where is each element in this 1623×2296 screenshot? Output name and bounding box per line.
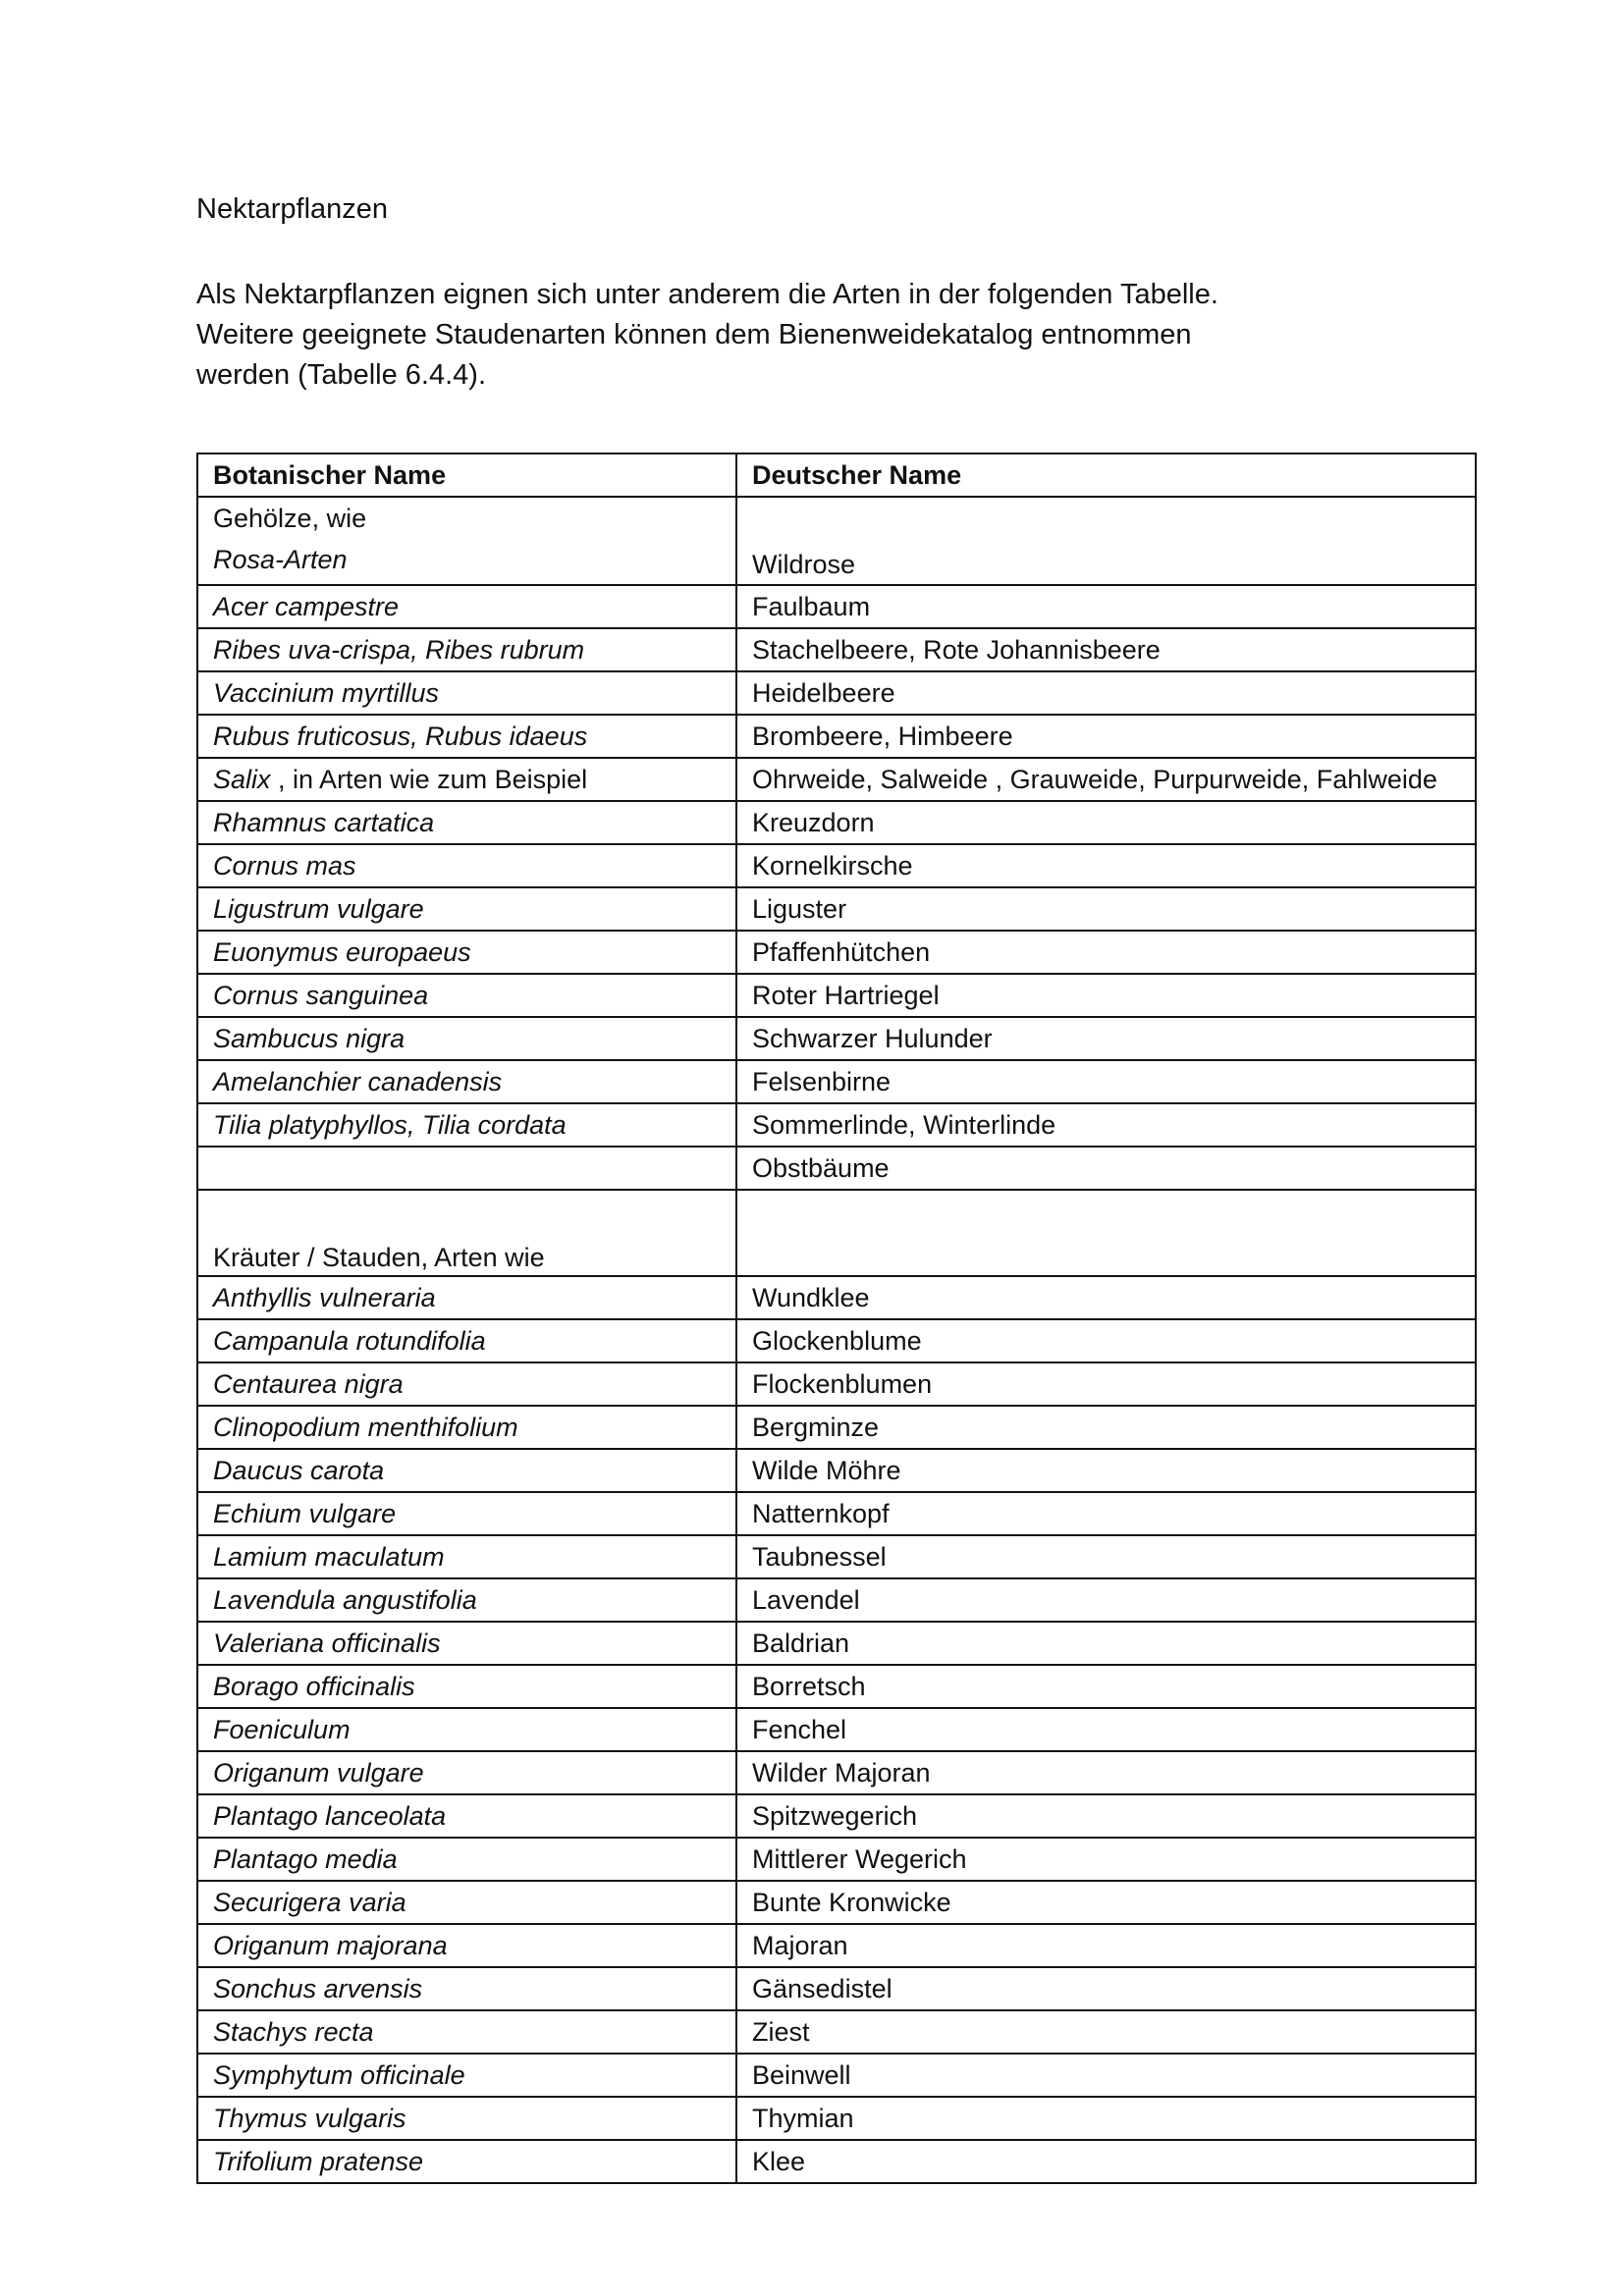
- botanical-name: Cornus mas: [197, 844, 736, 887]
- table-row: [197, 2097, 1476, 2140]
- german-name: Kornelkirsche: [736, 844, 1476, 887]
- table-row: [197, 1535, 1476, 1578]
- botanical-name: Rhamnus cartatica: [197, 801, 736, 844]
- german-name: Bergminze: [736, 1406, 1476, 1449]
- botanical-name: Plantago lanceolata: [197, 1794, 736, 1838]
- botanical-name: Echium vulgare: [197, 1492, 736, 1535]
- table-row: [197, 1751, 1476, 1794]
- group-cell-woody: [197, 497, 736, 585]
- german-name: Stachelbeere, Rote Johannisbeere: [736, 628, 1476, 671]
- german-name: Natternkopf: [736, 1492, 1476, 1535]
- german-name: Gänsedistel: [736, 1967, 1476, 2010]
- table-row: [197, 1924, 1476, 1967]
- german-name: Wilder Majoran: [736, 1751, 1476, 1794]
- table-header-row: [197, 454, 1476, 497]
- german-name: [736, 1190, 1476, 1276]
- table-row: [197, 1276, 1476, 1319]
- botanical-name: Valeriana officinalis: [197, 1622, 736, 1665]
- table-row: [197, 758, 1476, 801]
- botanical-name: Amelanchier canadensis: [197, 1060, 736, 1103]
- german-name: Ohrweide, Salweide , Grauweide, Purpurweide, Fahlweide: [736, 758, 1476, 801]
- botanical-name: Acer campestre: [197, 585, 736, 628]
- german-name: Flockenblumen: [736, 1362, 1476, 1406]
- german-name: Klee: [736, 2140, 1476, 2183]
- table-row: [197, 1017, 1476, 1060]
- german-name: Wildrose: [736, 497, 1476, 585]
- botanical-name: [197, 758, 736, 801]
- german-name: Obstbäume: [736, 1147, 1476, 1190]
- botanical-name: Tilia platyphyllos, Tilia cordata: [197, 1103, 736, 1147]
- table-row: [197, 715, 1476, 758]
- botanical-name: Ligustrum vulgare: [197, 887, 736, 931]
- table-row: [197, 1362, 1476, 1406]
- botanical-genus: Salix: [213, 765, 271, 794]
- german-name: Liguster: [736, 887, 1476, 931]
- page-heading: Nektarpflanzen: [196, 193, 389, 225]
- german-name: Faulbaum: [736, 585, 1476, 628]
- table-body: [197, 497, 1476, 2183]
- botanical-name: Rubus fruticosus, Rubus idaeus: [197, 715, 736, 758]
- table-row: [197, 1881, 1476, 1924]
- group-row-herbs: [197, 1190, 1476, 1276]
- table-row: [197, 844, 1476, 887]
- table-row: [197, 1708, 1476, 1751]
- german-name: Mittlerer Wegerich: [736, 1838, 1476, 1881]
- intro-line: werden (Tabelle 6.4.4).: [196, 359, 486, 391]
- botanical-name: [197, 1147, 736, 1190]
- table-row: [197, 2140, 1476, 2183]
- table-row: [197, 1319, 1476, 1362]
- table-row: [197, 1622, 1476, 1665]
- intro-line: Weitere geeignete Staudenarten können dem Bienenweidekatalog entnommen: [196, 319, 1192, 350]
- german-name: Bunte Kronwicke: [736, 1881, 1476, 1924]
- botanical-name: Thymus vulgaris: [197, 2097, 736, 2140]
- botanical-name: Ribes uva-crispa, Ribes rubrum: [197, 628, 736, 671]
- intro-paragraph: [196, 275, 1375, 396]
- table-row: [197, 887, 1476, 931]
- german-name: Ziest: [736, 2010, 1476, 2054]
- botanical-name: Centaurea nigra: [197, 1362, 736, 1406]
- table-row: [197, 1147, 1476, 1190]
- german-name: Roter Hartriegel: [736, 974, 1476, 1017]
- botanical-name: Foeniculum: [197, 1708, 736, 1751]
- table-row: [197, 1103, 1476, 1147]
- botanical-name: Lamium maculatum: [197, 1535, 736, 1578]
- botanical-name: Origanum majorana: [197, 1924, 736, 1967]
- table-row: [197, 671, 1476, 715]
- botanical-name: Securigera varia: [197, 1881, 736, 1924]
- german-name: Baldrian: [736, 1622, 1476, 1665]
- botanical-name: Symphytum officinale: [197, 2054, 736, 2097]
- table-row: [197, 1060, 1476, 1103]
- german-name: Fenchel: [736, 1708, 1476, 1751]
- botanical-name: Borago officinalis: [197, 1665, 736, 1708]
- german-name: Glockenblume: [736, 1319, 1476, 1362]
- german-name: Thymian: [736, 2097, 1476, 2140]
- table-row: [197, 1449, 1476, 1492]
- german-name: Wilde Möhre: [736, 1449, 1476, 1492]
- table-row: [197, 1838, 1476, 1881]
- column-header-botanical: Botanischer Name: [197, 454, 736, 497]
- botanical-name: Daucus carota: [197, 1449, 736, 1492]
- german-name: Wundklee: [736, 1276, 1476, 1319]
- botanical-name: Sonchus arvensis: [197, 1967, 736, 2010]
- table-row: [197, 1967, 1476, 2010]
- table-row: [197, 1665, 1476, 1708]
- botanical-name: Euonymus europaeus: [197, 931, 736, 974]
- botanical-name: Origanum vulgare: [197, 1751, 736, 1794]
- german-name: Schwarzer Hulunder: [736, 1017, 1476, 1060]
- table-row: [197, 801, 1476, 844]
- botanical-name: Anthyllis vulneraria: [197, 1276, 736, 1319]
- german-name: Lavendel: [736, 1578, 1476, 1622]
- group-label-woody: Gehölze, wie: [213, 504, 367, 533]
- table-row: [197, 585, 1476, 628]
- botanical-name: Lavendula angustifolia: [197, 1578, 736, 1622]
- german-name: Spitzwegerich: [736, 1794, 1476, 1838]
- group-row-woody: [197, 497, 1476, 585]
- botanical-name: Clinopodium menthifolium: [197, 1406, 736, 1449]
- german-name: Felsenbirne: [736, 1060, 1476, 1103]
- botanical-name: Cornus sanguinea: [197, 974, 736, 1017]
- table-row: [197, 628, 1476, 671]
- botanical-note: , in Arten wie zum Beispiel: [270, 765, 588, 794]
- german-name: Kreuzdorn: [736, 801, 1476, 844]
- botanical-name: Rosa-Arten: [213, 545, 348, 574]
- nectar-plants-table: [196, 453, 1477, 2184]
- group-label-herbs: Kräuter / Stauden, Arten wie: [197, 1190, 736, 1276]
- german-name: Heidelbeere: [736, 671, 1476, 715]
- column-header-german: Deutscher Name: [736, 454, 1476, 497]
- botanical-name: Trifolium pratense: [197, 2140, 736, 2183]
- table-row: [197, 931, 1476, 974]
- intro-line: Als Nektarpflanzen eignen sich unter anderem die Arten in der folgenden Tabelle.: [196, 279, 1218, 310]
- table-row: [197, 1794, 1476, 1838]
- german-name: Majoran: [736, 1924, 1476, 1967]
- german-name: Beinwell: [736, 2054, 1476, 2097]
- botanical-name: Vaccinium myrtillus: [197, 671, 736, 715]
- table-row: [197, 1492, 1476, 1535]
- table-row: [197, 974, 1476, 1017]
- botanical-name: Sambucus nigra: [197, 1017, 736, 1060]
- botanical-name: Stachys recta: [197, 2010, 736, 2054]
- table-row: [197, 2054, 1476, 2097]
- german-name: Borretsch: [736, 1665, 1476, 1708]
- table-row: [197, 1406, 1476, 1449]
- german-name: Taubnessel: [736, 1535, 1476, 1578]
- german-name: Brombeere, Himbeere: [736, 715, 1476, 758]
- botanical-name: Plantago media: [197, 1838, 736, 1881]
- table-row: [197, 2010, 1476, 2054]
- german-name: Pfaffenhütchen: [736, 931, 1476, 974]
- table-row: [197, 1578, 1476, 1622]
- german-name: Sommerlinde, Winterlinde: [736, 1103, 1476, 1147]
- botanical-name: Campanula rotundifolia: [197, 1319, 736, 1362]
